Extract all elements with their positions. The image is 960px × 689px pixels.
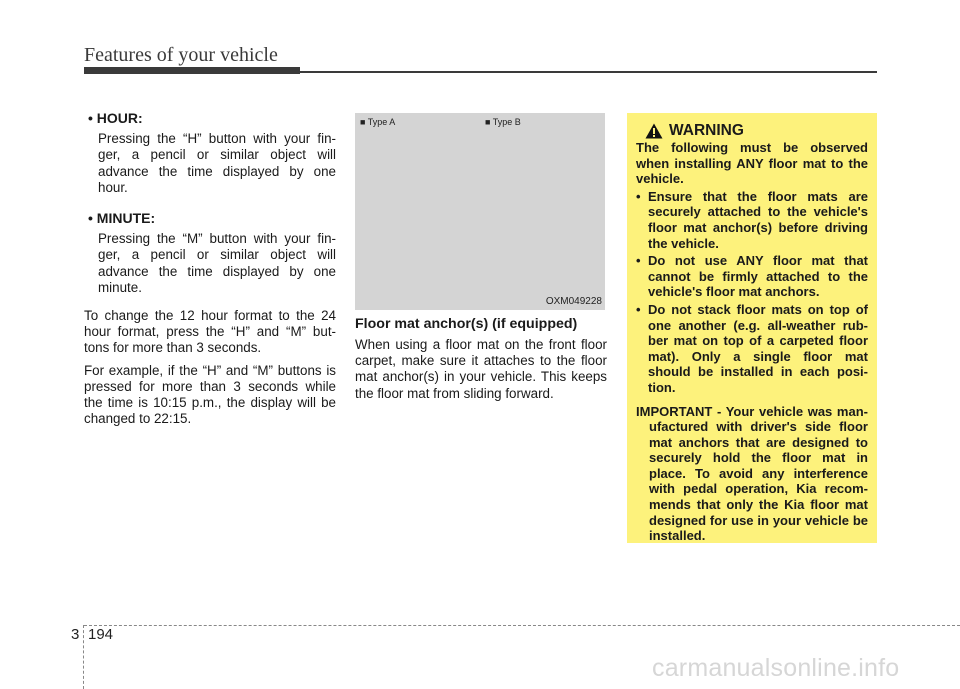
example-paragraph: For example, if the “H” and “M” buttons is pressed for more than 3 seconds while the time is 10:15 p.m., the display will be changed to 22:15. xyxy=(84,362,336,427)
format-paragraph: To change the 12 hour format to the 24 hour format, press the “H” and “M” but-tons for more than 3 seconds. xyxy=(84,308,336,356)
warning-list xyxy=(636,189,868,396)
header-rule xyxy=(300,71,877,73)
bullet-dot: • xyxy=(88,210,97,227)
section-body: When using a floor mat on the front floor carpet, make sure it attaches to the floor mat anchor(s) in your vehicle. This keeps the floor mat from sliding forward. xyxy=(355,337,607,401)
minute-section xyxy=(84,210,336,296)
floor-mat-figure xyxy=(355,113,605,310)
chapter-number: 3 xyxy=(71,626,80,643)
warning-item: • Do not stack floor mats on top of one another (e.g. all-weather rub-ber mat on top of a carpeted floor mat). Only a single floor mat should be installed in each posi-tion. xyxy=(636,301,868,395)
header-bar xyxy=(84,67,300,74)
minute-label: MINUTE: xyxy=(96,210,156,227)
warning-header xyxy=(645,123,868,139)
warning-box xyxy=(627,113,877,543)
minute-text: Pressing the “M” button with your fin-ger, a pencil or similar object will advance the time displayed by one minute. xyxy=(98,231,336,295)
warning-important: IMPORTANT - Your vehicle was man-ufactured with driver's side floor mat anchors that are designed to securely hold the floor mat in place. To avoid any interference with pedal operation, Kia recom-mends that only the Kia floor mat designed for use in your vehicle be installed. xyxy=(636,403,868,544)
warning-item: • Do not use ANY floor mat that cannot be firmly attached to the vehicle's floor mat anchors. xyxy=(636,253,868,300)
page-header-title: Features of your vehicle xyxy=(84,44,278,66)
warning-title: WARNING xyxy=(669,122,744,140)
figure-code: OXM049228 xyxy=(545,296,602,307)
footer-divider xyxy=(83,625,84,689)
page-number: 194 xyxy=(88,626,114,643)
warning-triangle-icon xyxy=(645,123,663,139)
bullet-dot: • xyxy=(88,110,97,126)
hour-text: Pressing the “H” button with your fin-ger, a pencil or similar object will advance the time displayed by one hour. xyxy=(98,131,336,195)
watermark: carmanualsonline.info xyxy=(652,654,900,682)
warning-intro: The following must be observed when installing ANY floor mat to the vehicle. xyxy=(636,140,868,187)
footer-rule xyxy=(84,625,960,626)
hour-section xyxy=(84,110,336,196)
type-a-label: ■ Type A xyxy=(360,117,396,127)
warning-item: • Ensure that the floor mats are securely attached to the vehicle's floor mat anchor(s) before driving the vehicle. xyxy=(636,188,868,251)
section-heading: Floor mat anchor(s) (if equipped) xyxy=(355,316,578,332)
hour-label: HOUR: xyxy=(96,110,143,126)
left-column xyxy=(84,110,336,427)
type-b-label: ■ Type B xyxy=(485,117,521,127)
